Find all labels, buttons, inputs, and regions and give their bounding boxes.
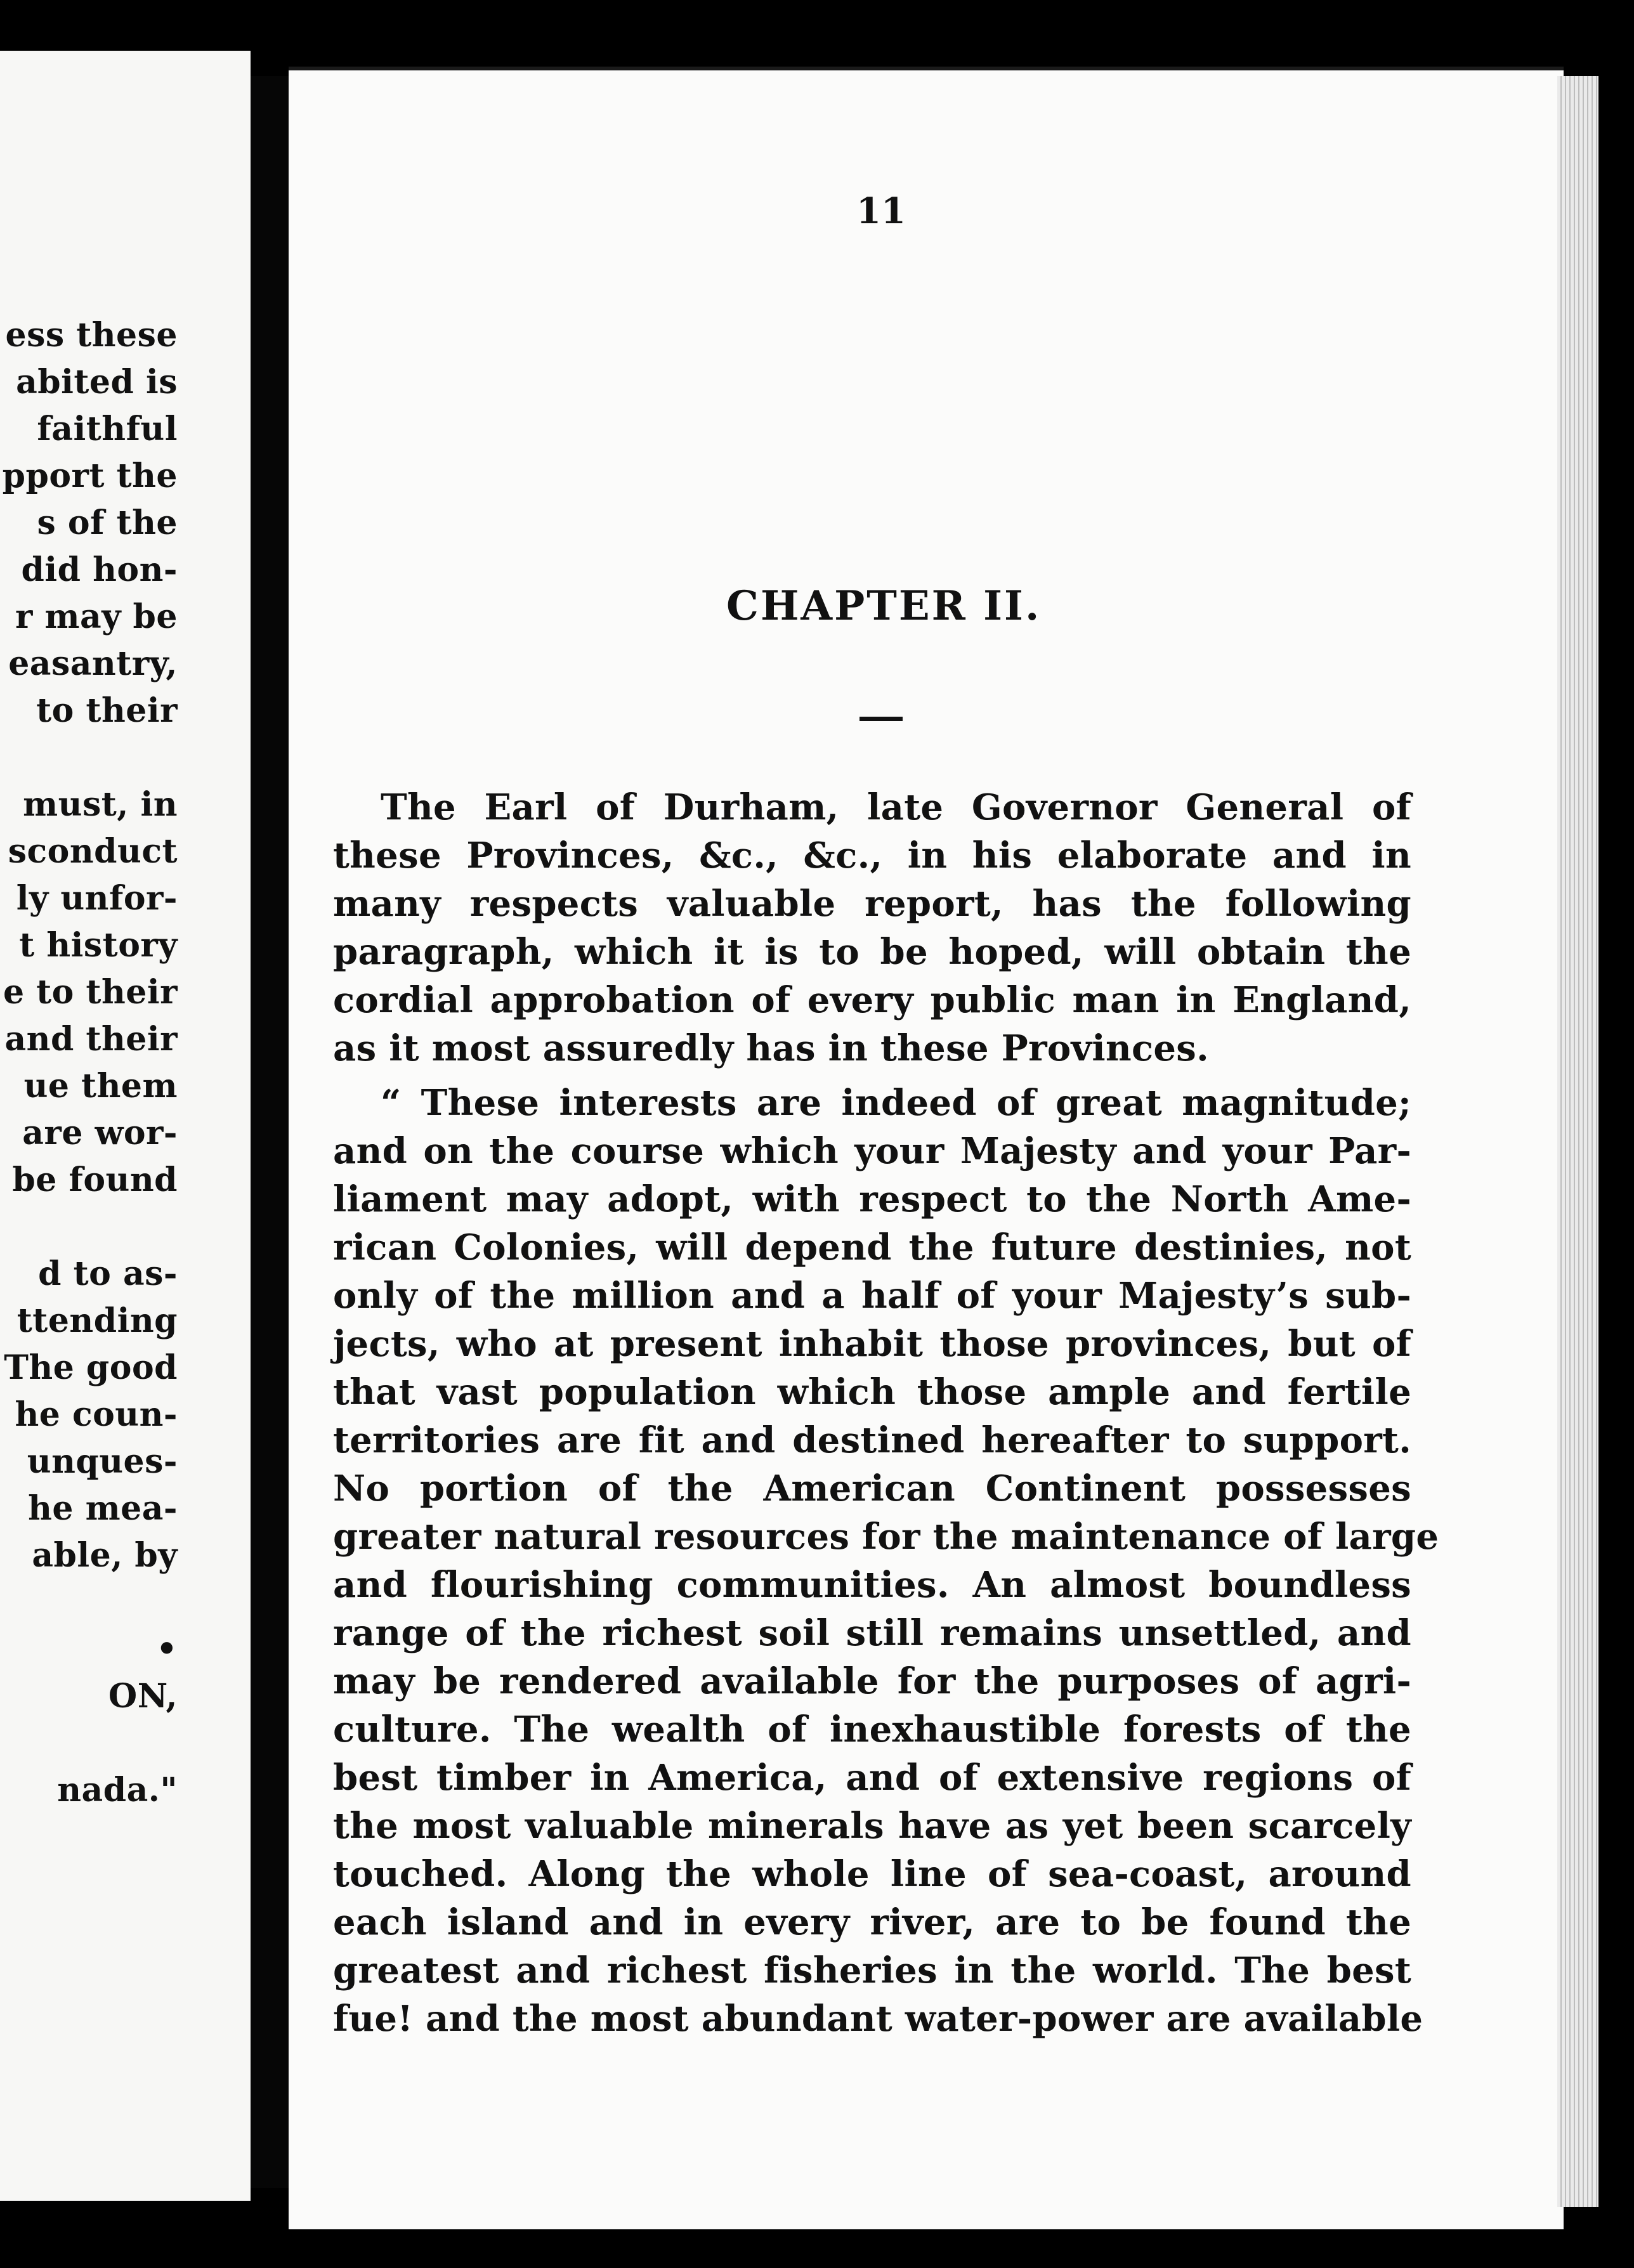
- left-text-line: r may be: [15, 597, 178, 636]
- text-line: only of the million and a half of your Majesty’s sub-: [333, 1275, 1411, 1317]
- left-text-line: ue them: [23, 1067, 178, 1105]
- text-line: the most valuable minerals have as yet been scarcely: [333, 1805, 1411, 1847]
- left-text-line: ly unfor-: [16, 879, 178, 918]
- page-number: 11: [856, 190, 906, 232]
- text-line: that vast population which those ample and fertile: [333, 1371, 1411, 1413]
- text-line: jects, who at present inhabit those provinces, but of: [333, 1323, 1411, 1365]
- text-line: as it most assuredly has in these Provinces.: [333, 1027, 1209, 1069]
- text-line: culture. The wealth of inexhaustible forests of the: [333, 1709, 1411, 1750]
- left-text-line: able, by: [32, 1536, 178, 1575]
- left-text-line: [0, 1204, 178, 1251]
- left-text-line: ttending: [16, 1301, 178, 1340]
- text-line: paragraph, which it is to be hoped, will obtain the: [333, 931, 1411, 973]
- left-text-line: to their: [36, 691, 178, 730]
- text-line: The Earl of Durham, late Governor General of: [381, 786, 1411, 828]
- text-line: range of the richest soil still remains unsettled, and: [333, 1612, 1411, 1654]
- text-line: may be rendered available for the purposes of agri-: [333, 1660, 1411, 1702]
- text-line: No portion of the American Continent possesses: [333, 1468, 1411, 1509]
- text-line: greatest and richest fisheries in the world. The best: [333, 1950, 1411, 1991]
- body-text: [333, 783, 1439, 2043]
- left-text-line: faithful: [37, 410, 178, 448]
- left-page: [0, 51, 251, 2201]
- text-line: many respects valuable report, has the following: [333, 883, 1411, 925]
- left-text-line: must, in: [23, 785, 178, 824]
- left-text-line: nada.": [57, 1771, 178, 1809]
- left-text-line: and their: [4, 1020, 178, 1059]
- left-text-line: pport the: [2, 457, 178, 495]
- left-text-line: [0, 1720, 178, 1767]
- text-line: each island and in every river, are to be found the: [333, 1901, 1411, 1943]
- left-text-line: The good: [4, 1348, 178, 1387]
- text-line: touched. Along the whole line of sea-coast, around: [333, 1853, 1411, 1895]
- left-text-line: did hon-: [21, 551, 178, 589]
- text-line: territories are fit and destined hereafter to support.: [333, 1419, 1411, 1461]
- left-text-line: he coun-: [15, 1395, 178, 1434]
- left-text-line: s of the: [37, 504, 178, 542]
- text-line: fue! and the most abundant water-power are available: [333, 1998, 1423, 2040]
- text-line: best timber in America, and of extensive regions of: [333, 1757, 1411, 1799]
- left-text-line: easantry,: [8, 644, 178, 683]
- text-line: these Provinces, &c., &c., in his elaborate and in: [333, 835, 1411, 877]
- left-text-line: e to their: [3, 973, 178, 1012]
- text-line: rican Colonies, will depend the future destinies, not: [333, 1227, 1411, 1268]
- left-text-line: are wor-: [22, 1114, 178, 1152]
- page-edges: [1557, 76, 1598, 2207]
- left-text-line: t history: [19, 926, 178, 965]
- left-text-line: ess these: [5, 316, 178, 355]
- left-text-line: d to as-: [38, 1255, 178, 1293]
- chapter-title: CHAPTER II.: [726, 582, 1042, 630]
- text-line: “ These interests are indeed of great magnitude;: [381, 1082, 1411, 1124]
- left-text-line: he mea-: [28, 1489, 178, 1528]
- left-text-line: unques-: [27, 1442, 178, 1481]
- text-line: cordial approbation of every public man in England,: [333, 979, 1411, 1021]
- left-text-line: sconduct: [8, 832, 178, 871]
- text-line: and flourishing communities. An almost boundless: [333, 1564, 1411, 1606]
- text-line: greater natural resources for the maintenance of large: [333, 1516, 1439, 1558]
- paragraph: [333, 783, 1411, 1072]
- text-line: liament may adopt, with respect to the North Ame-: [333, 1178, 1411, 1220]
- left-text-line: abited is: [16, 363, 178, 401]
- left-text-line: [0, 734, 178, 781]
- left-text-line: ON,: [108, 1677, 178, 1716]
- left-text-line: be found: [12, 1161, 178, 1199]
- text-line: and on the course which your Majesty and your Par-: [333, 1130, 1411, 1172]
- paragraph: [333, 1079, 1439, 2043]
- left-text-line: •: [156, 1630, 178, 1669]
- top-edge-line: [289, 67, 1564, 70]
- chapter-rule: [859, 717, 903, 721]
- left-text-line: [0, 1579, 178, 1626]
- paragraph-gap: [333, 1072, 1411, 1079]
- left-page-text: [0, 312, 178, 1814]
